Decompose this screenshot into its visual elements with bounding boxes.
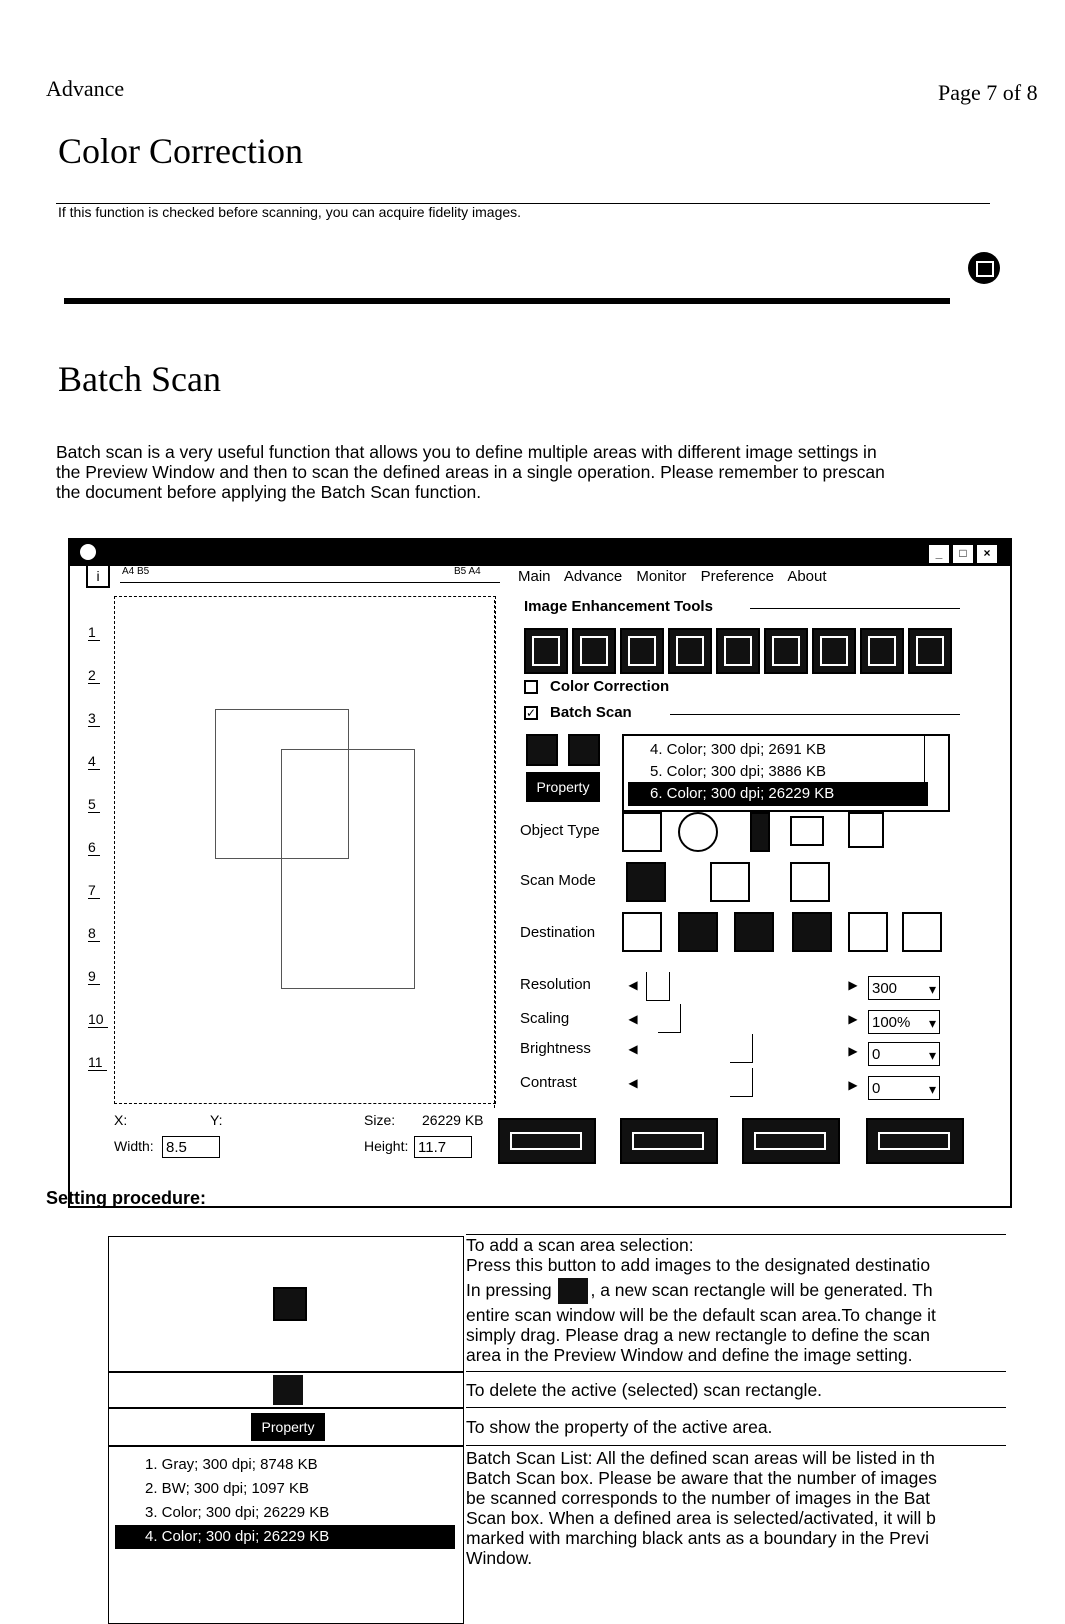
y-coordinate-label: Y: [210, 1112, 223, 1128]
tab-monitor[interactable]: Monitor [636, 568, 687, 585]
paragraph-line: the Preview Window and then to scan the defined areas in a single operation. Please remember to prescan [56, 462, 885, 482]
tool-zoom-icon[interactable] [716, 628, 760, 674]
group-line [670, 714, 960, 715]
contrast-select[interactable]: 0 ▾ [868, 1076, 940, 1100]
list-item[interactable]: 4. Color; 300 dpi; 2691 KB [650, 741, 826, 758]
add-scan-area-icon [273, 1287, 307, 1321]
ruler-number: 9 [88, 968, 100, 985]
list-item-selected: 4. Color; 300 dpi; 26229 KB [115, 1525, 455, 1549]
help-button[interactable] [742, 1118, 840, 1164]
height-input[interactable]: 11.7 [414, 1136, 472, 1158]
row-description-line: simply drag. Please drag a new rectangle to define the scan [466, 1325, 931, 1345]
row-description-line: Press this button to add images to the designated destinatio [466, 1255, 931, 1275]
paragraph-line: the document before applying the Batch Scan function. [56, 482, 482, 502]
ruler-number: 4 [88, 753, 100, 770]
row-description-line: Batch Scan box. Please be aware that the number of images [466, 1468, 937, 1488]
property-button-image: Property [251, 1413, 325, 1441]
tool-rotate-icon[interactable] [764, 628, 808, 674]
home-icon-house [976, 261, 994, 277]
list-item: 3. Color; 300 dpi; 26229 KB [145, 1504, 330, 1521]
table-cell-icon [108, 1408, 464, 1446]
minimize-icon[interactable]: _ [928, 544, 950, 564]
contrast-slider-thumb[interactable] [730, 1068, 753, 1097]
scaling-slider-thumb[interactable] [658, 1004, 681, 1033]
table-row [466, 1448, 1006, 1624]
delete-scan-area-button[interactable] [568, 734, 600, 766]
tab-preference[interactable]: Preference [700, 568, 774, 585]
row-description-line: Scan box. When a defined area is selected/activated, it will b [466, 1508, 936, 1528]
ruler-number: 7 [88, 882, 100, 899]
setting-procedure-title: Setting procedure: [46, 1188, 207, 1208]
title-bar [70, 540, 1010, 566]
scaling-increase-arrow[interactable]: ▶ [848, 1012, 858, 1026]
property-button[interactable]: Property [526, 772, 600, 802]
color-correction-title: Color Correction [58, 131, 303, 171]
image-enhancement-group-label: Image Enhancement Tools [524, 598, 713, 615]
destination-copier-icon[interactable] [792, 912, 832, 952]
destination-fax-icon[interactable] [678, 912, 718, 952]
table-row [466, 1234, 1006, 1372]
object-type-document-icon[interactable] [622, 812, 662, 852]
tool-curve-icon[interactable] [524, 628, 568, 674]
tab-about[interactable]: About [787, 568, 827, 585]
brightness-label: Brightness [520, 1040, 591, 1057]
scan-mode-color-icon[interactable] [626, 862, 666, 902]
row-description-line: entire scan window will be the default scan area.To change it [466, 1305, 936, 1325]
contrast-increase-arrow[interactable]: ▶ [848, 1078, 858, 1092]
paragraph-line: Batch scan is a very useful function that allows you to define multiple areas with different image settings in [56, 442, 877, 462]
destination-label: Destination [520, 924, 596, 941]
home-icon[interactable] [968, 252, 1000, 284]
size-value: 26229 KB [422, 1112, 484, 1128]
scan-mode-label: Scan Mode [520, 872, 596, 889]
brightness-increase-arrow[interactable]: ▶ [848, 1044, 858, 1058]
object-type-film-icon[interactable] [750, 812, 770, 852]
add-scan-area-button[interactable] [526, 734, 558, 766]
prescan-button[interactable] [498, 1118, 596, 1164]
exit-button[interactable] [866, 1118, 964, 1164]
scaling-label: Scaling [520, 1010, 570, 1027]
batch-scan-checkbox[interactable]: ✓ [526, 706, 537, 720]
scan-button[interactable] [620, 1118, 718, 1164]
ruler-top [120, 582, 500, 583]
brightness-slider-thumb[interactable] [730, 1034, 753, 1063]
ruler-number: 8 [88, 925, 100, 942]
object-type-label: Object Type [520, 822, 600, 839]
info-button[interactable]: i [86, 564, 110, 588]
scan-mode-gray-icon[interactable] [710, 862, 750, 902]
scanner-app-window [68, 538, 1012, 1208]
resolution-slider-thumb[interactable] [646, 972, 670, 1001]
scan-mode-bw-icon[interactable] [790, 862, 830, 902]
color-correction-description: If this function is checked before scanning, you can acquire fidelity images. [58, 204, 522, 220]
tool-color-balance-icon[interactable] [668, 628, 712, 674]
table-row: To delete the active (selected) scan rectangle. [466, 1372, 1006, 1408]
tab-main[interactable]: Main [518, 568, 551, 585]
row-description-line: area in the Preview Window and define the image setting. [466, 1345, 913, 1365]
height-label: Height: [364, 1138, 409, 1154]
ruler-number: 5 [88, 796, 100, 813]
destination-clipboard-icon[interactable] [902, 912, 942, 952]
brightness-decrease-arrow[interactable]: ◀ [628, 1042, 638, 1056]
row-description-line-with-icon [466, 1275, 1006, 1305]
object-type-slide-icon[interactable] [848, 812, 884, 848]
table-cell-list-image [108, 1446, 464, 1624]
row-description-line: To add a scan area selection: [466, 1235, 694, 1255]
row-description-line: marked with marching black ants as a boundary in the Previ [466, 1528, 930, 1548]
width-input[interactable]: 8.5 [162, 1136, 220, 1158]
preview-window[interactable] [114, 596, 496, 1104]
destination-email-icon[interactable] [848, 912, 888, 952]
ruler-number: 2 [88, 667, 100, 684]
list-item: 2. BW; 300 dpi; 1097 KB [145, 1480, 309, 1497]
panel-divider [494, 600, 496, 1108]
destination-printer-icon[interactable] [734, 912, 774, 952]
scan-area-rectangle[interactable] [281, 749, 415, 989]
destination-file-icon[interactable] [622, 912, 662, 952]
ruler-number: 11 [88, 1054, 107, 1071]
ruler-number: 10 [88, 1011, 108, 1028]
batch-scan-option-label: Batch Scan [550, 704, 632, 721]
tool-reset-icon[interactable] [860, 628, 904, 674]
tool-save-icon[interactable] [812, 628, 856, 674]
table-row: To show the property of the active area. [466, 1408, 1006, 1446]
size-label: Size: [364, 1112, 396, 1128]
tool-histogram-icon[interactable] [620, 628, 664, 674]
resolution-select[interactable]: 300 ▾ [868, 976, 940, 1000]
table-cell-icon [108, 1236, 464, 1372]
list-item[interactable]: 5. Color; 300 dpi; 3886 KB [650, 763, 826, 780]
batch-scan-paragraph [56, 442, 1036, 502]
batch-scan-list[interactable] [622, 734, 950, 812]
contrast-decrease-arrow[interactable]: ◀ [628, 1076, 638, 1090]
list-scrollbar[interactable] [924, 736, 945, 806]
row-description-line: Batch Scan List: All the defined scan areas will be listed in th [466, 1448, 935, 1468]
object-type-photo-icon[interactable] [678, 812, 718, 852]
ruler-number: 3 [88, 710, 100, 727]
color-correction-option-label: Color Correction [550, 678, 670, 695]
resolution-increase-arrow[interactable]: ▶ [848, 978, 858, 992]
batch-scan-title: Batch Scan [58, 359, 221, 399]
object-type-card-icon[interactable] [790, 816, 824, 846]
row-description-line: Window. [466, 1548, 533, 1568]
list-item: 1. Gray; 300 dpi; 8748 KB [145, 1456, 318, 1473]
ruler-number: 1 [88, 624, 100, 641]
header-page-number: Page 7 of 8 [938, 80, 1038, 105]
tool-info-icon[interactable] [908, 628, 952, 674]
section-divider [64, 298, 950, 304]
list-item-selected[interactable]: 6. Color; 300 dpi; 26229 KB [628, 782, 928, 806]
app-icon [80, 544, 96, 560]
maximize-icon[interactable]: □ [952, 544, 974, 564]
brightness-select[interactable]: 0 ▾ [868, 1042, 940, 1066]
ruler-top-left-label: A4 B5 [122, 566, 150, 577]
ruler-number: 6 [88, 839, 100, 856]
group-line [750, 608, 960, 609]
width-label: Width: [114, 1138, 154, 1154]
header-section-name: Advance [46, 76, 125, 101]
batch-list-image [115, 1453, 455, 1549]
row-description-fragment: , a new scan rectangle will be generated. Th [590, 1280, 933, 1300]
resolution-label: Resolution [520, 976, 591, 993]
color-correction-checkbox[interactable] [524, 680, 538, 694]
x-coordinate-label: X: [114, 1112, 128, 1128]
ruler-top-right-label: B5 A4 [454, 566, 481, 577]
close-icon[interactable]: × [976, 544, 998, 564]
inline-add-icon [558, 1278, 588, 1304]
tab-advance[interactable]: Advance [563, 568, 623, 585]
tab-bar [518, 568, 837, 585]
table-cell-icon [108, 1372, 464, 1408]
resolution-decrease-arrow[interactable]: ◀ [628, 978, 638, 992]
row-description-fragment: In pressing [466, 1280, 552, 1300]
ruler-left [84, 596, 108, 1106]
contrast-label: Contrast [520, 1074, 577, 1091]
tool-filter-icon[interactable] [572, 628, 616, 674]
row-description-line: be scanned corresponds to the number of images in the Bat [466, 1488, 931, 1508]
scaling-select[interactable]: 100% ▾ [868, 1010, 940, 1034]
scaling-decrease-arrow[interactable]: ◀ [628, 1012, 638, 1026]
delete-scan-area-icon [273, 1375, 303, 1405]
